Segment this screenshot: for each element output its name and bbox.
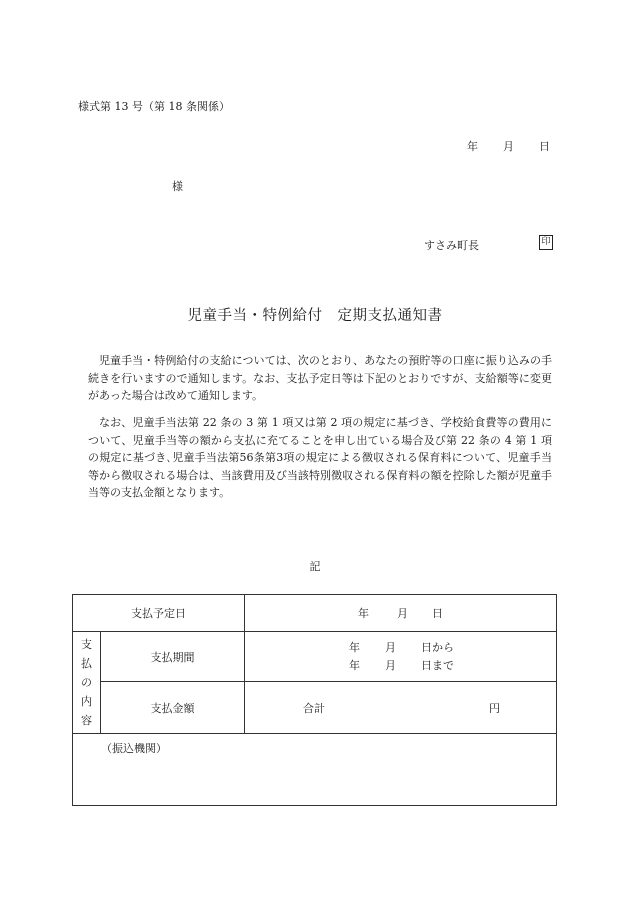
bank-label: （振込機関） — [73, 734, 557, 806]
payment-period-value — [245, 632, 557, 682]
period-to-day: 日まで — [421, 658, 454, 672]
payment-amount-label: 支払金額 — [101, 682, 245, 734]
body-paragraph-1: 児童手当・特例給付の支給については、次のとおり、あなたの預貯等の口座に振り込みの手続きを行いますので通知します。なお、支払予定日等は下記のとおりですが、支給額等に変更があった場合は改めて通知します。 — [88, 354, 552, 403]
payment-amount-value — [245, 682, 557, 734]
period-to-year: 年 — [349, 658, 360, 672]
scheduled-date-value — [245, 595, 557, 632]
payment-period-label: 支払期間 — [101, 632, 245, 682]
side-char: 払 — [81, 657, 92, 670]
seal-mark: 印 — [539, 235, 553, 250]
table-row — [73, 595, 557, 632]
scheduled-date-label: 支払予定日 — [73, 595, 245, 632]
issue-date — [467, 138, 550, 154]
total-label: 合計 — [303, 701, 325, 715]
period-from-day: 日から — [421, 640, 454, 654]
ki-heading: 記 — [309, 560, 321, 573]
document-title: 児童手当・特例給付 定期支払通知書 — [187, 308, 443, 324]
date-month-label: 月 — [503, 140, 514, 153]
table-row — [73, 682, 557, 734]
table-row — [73, 632, 557, 682]
scheduled-day: 日 — [432, 607, 443, 620]
date-day-label: 日 — [539, 140, 550, 153]
scheduled-year: 年 — [358, 607, 369, 620]
table-row — [73, 734, 557, 806]
side-char: 支 — [81, 638, 92, 651]
period-to-month: 月 — [385, 658, 396, 672]
addressee-suffix: 様 — [172, 180, 183, 193]
period-from-month: 月 — [385, 640, 396, 654]
body-paragraph-2: なお、児童手当法第 22 条の 3 第 1 項又は第 2 項の規定に基づき、学校給食費等の費用について、児童手当等の額から支払に充てることを申し出ている場合及び第 22 条の 4 第 1 項の規定に基づき､児童手当法第56条第3項の規定による徴収される保育料について、児童手当等から徴収される場合は、当該費用及び当該特別徴収される保育料の額を控除した額が児童手当等の支払金額となります。 — [88, 416, 552, 500]
side-char: 容 — [81, 714, 92, 727]
side-char: の — [81, 676, 92, 689]
date-year-label: 年 — [467, 140, 478, 153]
scheduled-month: 月 — [397, 607, 408, 620]
payment-content-side-label — [73, 632, 101, 734]
issuer-name: すさみ町長 — [424, 239, 479, 252]
side-char: 内 — [81, 695, 92, 708]
period-from-year: 年 — [349, 640, 360, 654]
yen-unit: 円 — [489, 701, 500, 715]
payment-table — [72, 594, 557, 806]
form-number: 様式第 13 号（第 18 条関係） — [78, 100, 230, 113]
